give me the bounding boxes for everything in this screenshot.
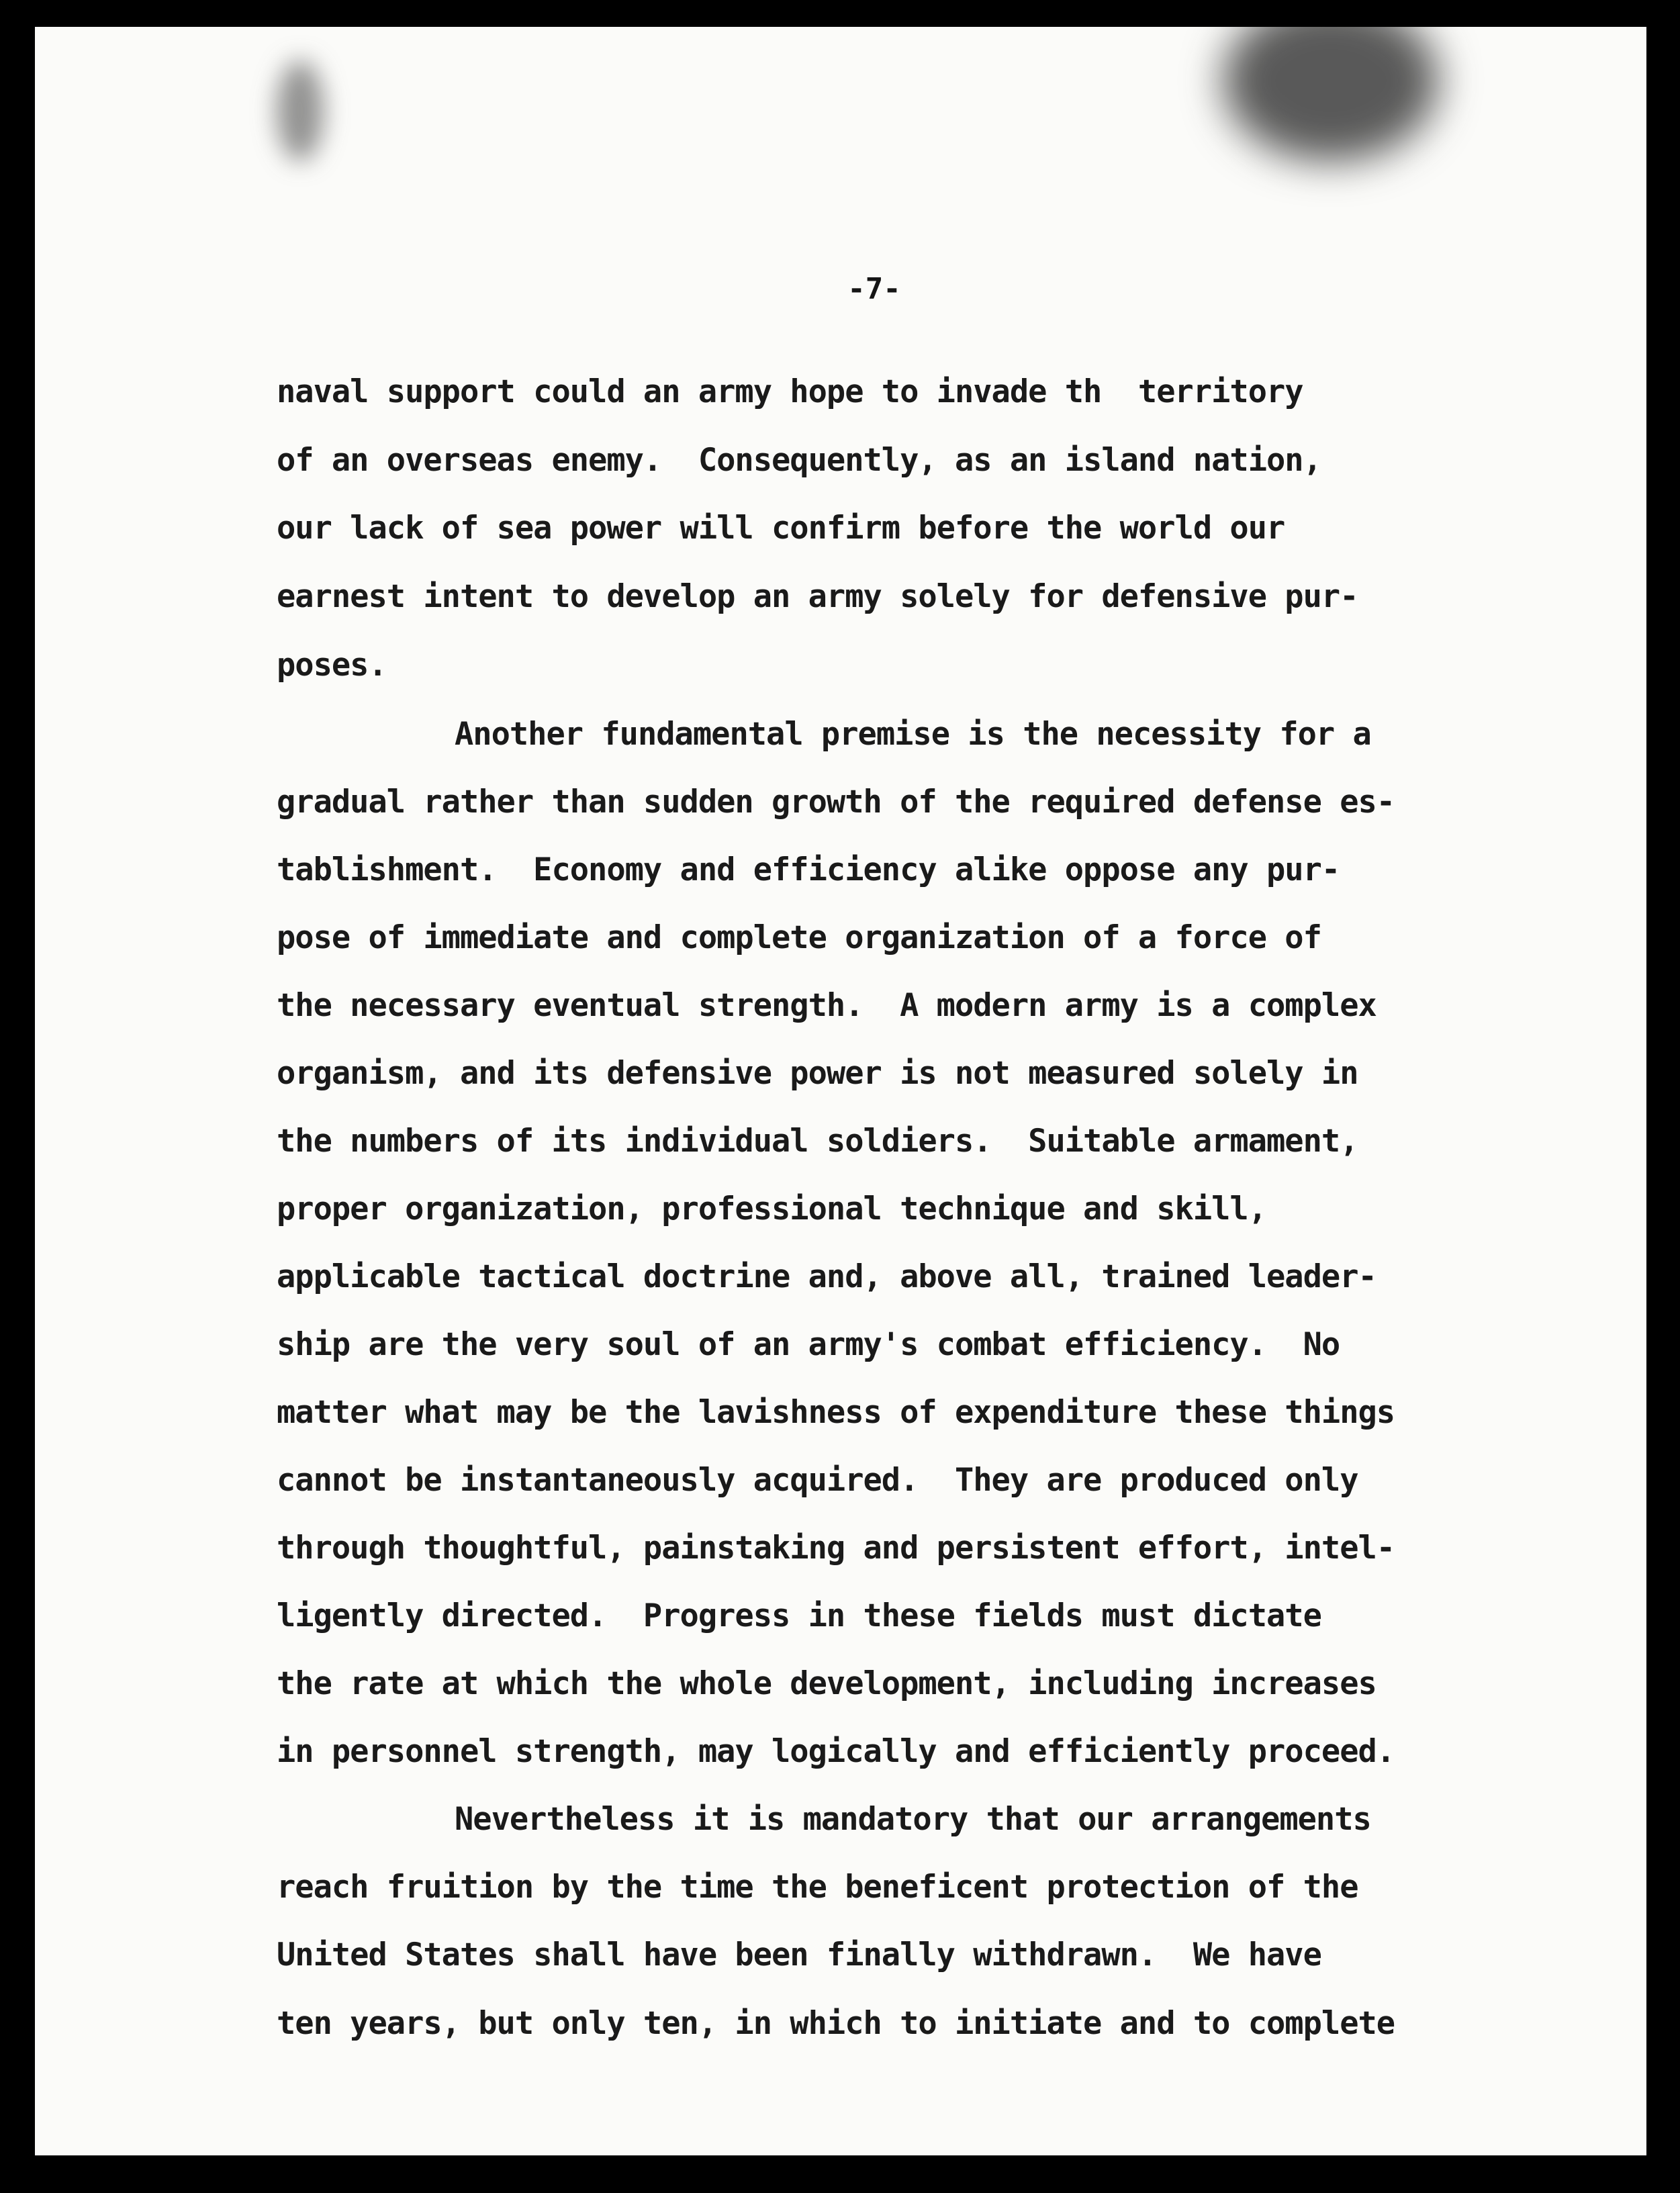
text-line: ten years, but only ten, in which to initiate and to complete	[277, 2005, 1395, 2042]
text-line: in personnel strength, may logically and efficiently proceed.	[277, 1733, 1395, 1770]
text-line: poses.	[277, 647, 387, 684]
page-number: -7-	[847, 272, 901, 306]
text-line: Another fundamental premise is the necessity for a	[455, 716, 1371, 753]
text-line: earnest intent to develop an army solely for defensive pur-	[277, 578, 1358, 615]
text-line: applicable tactical doctrine and, above all, trained leader-	[277, 1258, 1376, 1295]
text-line: United States shall have been finally withdrawn. We have	[277, 1937, 1321, 1973]
text-line: organism, and its defensive power is not measured solely in	[277, 1055, 1358, 1092]
text-line: through thoughtful, painstaking and persistent effort, intel-	[277, 1530, 1395, 1567]
text-line: proper organization, professional technique and skill,	[277, 1191, 1267, 1227]
text-line: gradual rather than sudden growth of the required defense es-	[277, 784, 1395, 821]
text-line: Nevertheless it is mandatory that our arrangements	[455, 1801, 1371, 1838]
text-line: ligently directed. Progress in these fields must dictate	[277, 1597, 1321, 1634]
text-line: pose of immediate and complete organization of a force of	[277, 919, 1321, 956]
text-line: the numbers of its individual soldiers. Suitable armament,	[277, 1123, 1358, 1160]
text-line: reach fruition by the time the beneficent protection of the	[277, 1869, 1358, 1906]
text-line: the rate at which the whole development, including increases	[277, 1665, 1376, 1702]
ink-smudge-right	[1223, 27, 1438, 161]
text-line: matter what may be the lavishness of expenditure these things	[277, 1394, 1395, 1431]
text-line: the necessary eventual strength. A modern army is a complex	[277, 987, 1376, 1024]
text-line: our lack of sea power will confirm before the world our	[277, 510, 1285, 547]
text-line: naval support could an army hope to invade th territory	[277, 373, 1303, 410]
ink-smudge-left	[277, 60, 324, 161]
text-line: ship are the very soul of an army's combat efficiency. No	[277, 1326, 1340, 1363]
document-page	[35, 27, 1646, 2155]
text-line: cannot be instantaneously acquired. They are produced only	[277, 1462, 1358, 1499]
text-line: of an overseas enemy. Consequently, as an island nation,	[277, 442, 1321, 479]
text-line: tablishment. Economy and efficiency alike oppose any pur-	[277, 851, 1340, 888]
